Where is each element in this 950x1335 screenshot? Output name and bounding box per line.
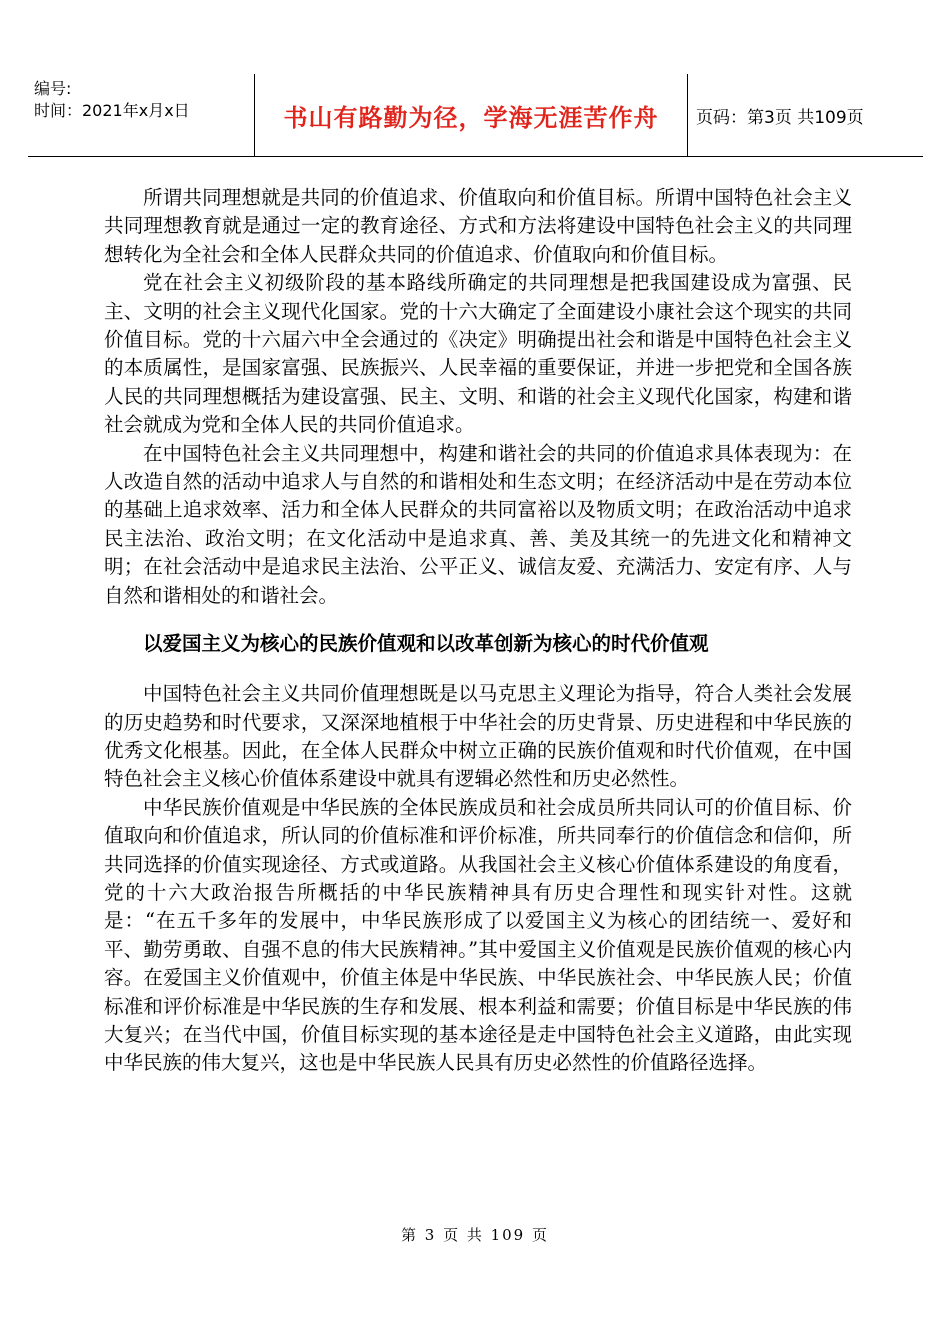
- paragraph: 所谓共同理想就是共同的价值追求、价值取向和价值目标。所谓中国特色社会主义共同理想教育就是通过一定的教育途径、方式和方法将建设中国特色社会主义的共同理想转化为全社会和全体人民群众共同的价值追求、价值取向和价值目标。: [104, 186, 852, 266]
- header-meta: [28, 74, 255, 156]
- document-body: [104, 184, 852, 1078]
- header-motto: 书山有路勤为径，学海无涯苦作舟: [255, 74, 688, 156]
- section-heading: 以爱国主义为核心的民族价值观和以改革创新为核心的时代价值观: [143, 632, 709, 656]
- page-footer: 第 3 页 共 109 页: [400, 1226, 549, 1244]
- paragraph: 在中国特色社会主义共同理想中，构建和谐社会的共同的价值追求具体表现为：在人改造自然的活动中追求人与自然的和谐相处和生态文明；在经济活动中是在劳动本位的基础上追求效率、活力和全体人民群众的共同富裕以及物质文明；在政治活动中追求民主法治、政治文明；在文化活动中是追求真、善、美及其统一的先进文化和精神文明；在社会活动中是追求民主法治、公平正义、诚信友爱、充满活力、安定有序、人与自然和谐相处的和谐社会。: [104, 441, 852, 607]
- paragraph: 党在社会主义初级阶段的基本路线所确定的共同理想是把我国建设成为富强、民主、文明的社会主义现代化国家。党的十六大确定了全面建设小康社会这个现实的共同价值目标。党的十六届六中全会通过的《决定》明确提出社会和谐是中国特色社会主义的本质属性，是国家富强、民族振兴、人民幸福的重要保证，并进一步把党和全国各族人民的共同理想概括为建设富强、民主、文明、和谐的社会主义现代化国家，构建和谐社会就成为党和全体人民的共同价值追求。: [104, 271, 852, 437]
- page-header: [28, 74, 923, 157]
- paragraph: 中国特色社会主义共同价值理想既是以马克思主义理论为指导，符合人类社会发展的历史趋势和时代要求，又深深地植根于中华社会的历史背景、历史进程和中华民族的优秀文化根基。因此，在全体人民群众中树立正确的民族价值观和时代价值观，在中国特色社会主义核心价值体系建设中就具有逻辑必然性和历史必然性。: [104, 682, 852, 791]
- number-label: 编号:: [34, 79, 72, 98]
- time-label: 时间：2021年x月x日: [34, 101, 190, 120]
- paragraph: 中华民族价值观是中华民族的全体民族成员和社会成员所共同认可的价值目标、价值取向和价值追求，所认同的价值标准和评价标准，所共同奉行的价值信念和信仰，所共同选择的价值实现途径、方式或道路。从我国社会主义核心价值体系建设的角度看，党的十六大政治报告所概括的中华民族精神具有历史合理性和现实针对性。这就是：“在五千多年的发展中，中华民族形成了以爱国主义为核心的团结统一、爱好和平、勤劳勇敢、自强不息的伟大民族精神。”其中爱国主义价值观是民族价值观的核心内容。在爱国主义价值观中，价值主体是中华民族、中华民族社会、中华民族人民；价值标准和评价标准是中华民族的生存和发展、根本利益和需要；价值目标是中华民族的伟大复兴；在当代中国，价值目标实现的基本途径是走中国特色社会主义道路，由此实现中华民族的伟大复兴，这也是中华民族人民具有历史必然性的价值路径选择。: [104, 795, 852, 1075]
- header-page-info: 页码：第3页 共109页: [696, 107, 864, 128]
